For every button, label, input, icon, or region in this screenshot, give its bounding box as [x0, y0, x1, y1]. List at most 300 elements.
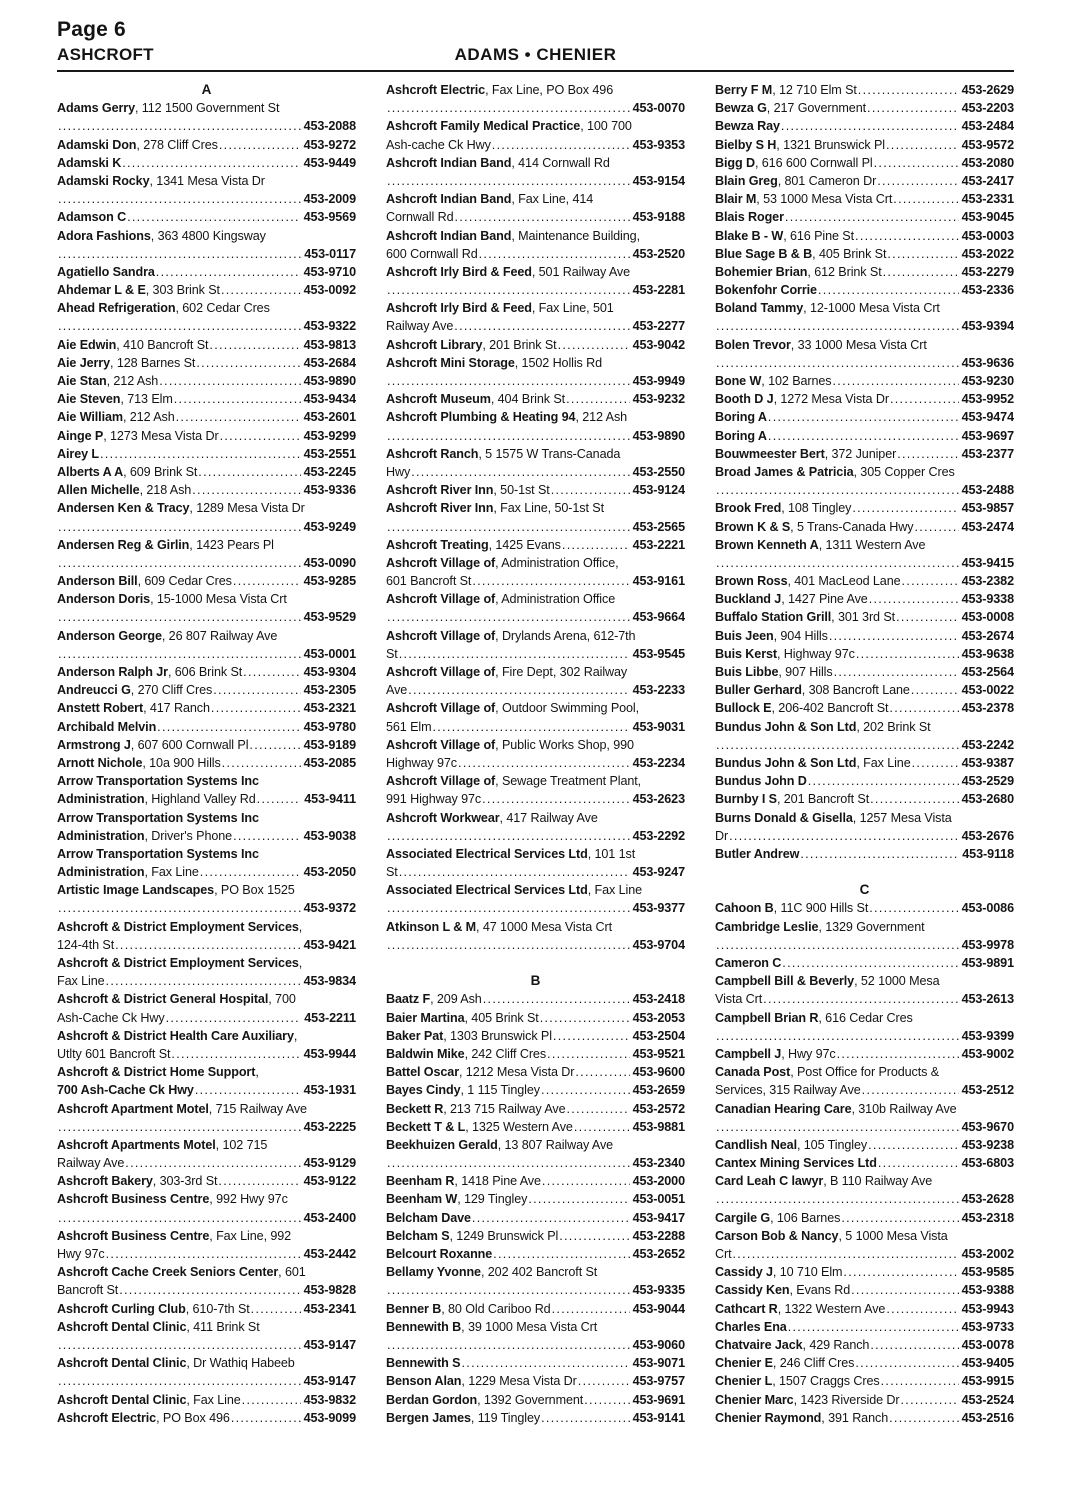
entry-name: Associated Electrical Services Ltd — [386, 883, 588, 898]
dot-leader — [728, 827, 958, 845]
directory-entry-line — [715, 372, 1014, 390]
entry-address: , 212 Ash — [122, 410, 175, 425]
entry-name: Ashcroft Library — [386, 337, 483, 352]
dot-leader — [105, 972, 301, 990]
phone-number: 453-9230 — [961, 374, 1014, 388]
entry-name: Ashcroft Business Centre — [57, 1192, 210, 1207]
entry-address: , 303 Brink St — [145, 283, 220, 298]
entry-name: Bewza Ray — [715, 119, 780, 134]
entry-name: Chenier L — [715, 1374, 773, 1389]
entry-name: Brook Fred — [715, 501, 782, 516]
entry-name: Bergen James — [386, 1410, 471, 1425]
dot-leader — [386, 899, 630, 917]
phone-number: 453-2516 — [961, 1410, 1014, 1425]
entry-name: Bennewith B — [386, 1319, 462, 1334]
header-rule — [57, 70, 1014, 72]
directory-entry-line — [715, 645, 1014, 663]
phone-number: 453-9664 — [632, 610, 685, 625]
dot-leader — [850, 1281, 958, 1299]
phone-number: 453-9636 — [961, 355, 1014, 370]
dot-leader — [471, 572, 629, 590]
directory-entry-line — [57, 1409, 356, 1427]
entry-name: Blake B - W — [715, 228, 784, 243]
directory-entry-line — [57, 881, 356, 899]
entry-name: Aie William — [57, 410, 123, 425]
directory-entry-line — [386, 299, 685, 317]
entry-address: , 278 Cliff Cres — [136, 137, 218, 152]
directory-entry-line — [57, 608, 356, 626]
directory-entry-line — [715, 99, 1014, 117]
phone-number: 453-2400 — [303, 1210, 356, 1225]
entry-name: Ashcroft Irly Bird & Feed — [386, 264, 532, 279]
dot-leader — [784, 208, 959, 226]
entry-address: , 52 1000 Mesa — [854, 974, 940, 989]
directory-entry-line — [57, 190, 356, 208]
dot-leader — [386, 518, 630, 536]
phone-number: 453-2221 — [632, 537, 685, 552]
directory-entry-line — [386, 681, 685, 699]
entry-name: Ashcroft Family Medical Practice — [386, 119, 581, 134]
dot-leader — [787, 1318, 959, 1336]
entry-address: , 270 Cliff Cres — [130, 683, 213, 698]
dot-leader — [454, 208, 630, 226]
phone-number: 453-0078 — [961, 1337, 1014, 1352]
phone-number: 453-2245 — [303, 464, 356, 479]
directory-entry-line — [715, 299, 1014, 317]
entry-address: , 10 710 Elm — [772, 1265, 843, 1280]
directory-entry-line — [57, 208, 356, 226]
dot-leader — [869, 1336, 958, 1354]
entry-address: , 904 Hills — [773, 628, 828, 643]
entry-address: , 102 Barnes — [761, 374, 832, 388]
dot-leader — [868, 590, 959, 608]
directory-entry-line — [386, 1245, 685, 1263]
entry-name: Belcham S — [386, 1228, 450, 1243]
phone-number: 453-0051 — [632, 1192, 685, 1207]
entry-address: , 101 1st — [587, 846, 636, 861]
entry-address: , 53 1000 Mesa Vista Crt — [756, 192, 893, 207]
directory-entry-line — [715, 681, 1014, 699]
directory-entry-line — [715, 1081, 1014, 1099]
phone-number: 453-9832 — [303, 1392, 356, 1407]
dot-leader — [457, 754, 630, 772]
dot-leader — [561, 536, 630, 554]
directory-entry-line — [57, 463, 356, 481]
directory-entry-line — [715, 427, 1014, 445]
entry-address: , 1423 Riverside Dr — [793, 1392, 900, 1407]
directory-entry-line — [386, 117, 685, 135]
directory-entry-line — [715, 790, 1014, 808]
directory-entry-line — [57, 336, 356, 354]
directory-entry-line — [386, 881, 685, 899]
dot-leader — [57, 645, 301, 663]
directory-columns — [57, 81, 1014, 1427]
directory-entry-line — [386, 81, 685, 99]
entry-address: , 610-7th St — [185, 1301, 250, 1316]
directory-entry-line — [715, 827, 1014, 845]
directory-entry-line — [386, 227, 685, 245]
entry-address: , Fire Dept, 302 Railway — [495, 665, 628, 679]
phone-number: 453-2050 — [303, 865, 356, 880]
entry-name: Campbell Bill & Beverly — [715, 974, 855, 989]
directory-entry-line — [386, 1190, 685, 1208]
dot-leader — [715, 481, 959, 499]
directory-entry-line — [57, 518, 356, 536]
dot-leader — [232, 572, 301, 590]
phone-number: 453-9232 — [632, 392, 685, 407]
entry-address: , Sewage Treatment Plant, — [495, 774, 642, 789]
entry-address: , PO Box 1525 — [214, 883, 295, 898]
directory-entry-line — [57, 1136, 356, 1154]
directory-entry-line — [715, 172, 1014, 190]
directory-entry-line — [386, 1118, 685, 1136]
dot-leader — [885, 136, 959, 154]
entry-address: , 1303 Brunswick Pl — [443, 1028, 552, 1043]
entry-name: Bielby S H — [715, 137, 777, 152]
directory-entry-line — [715, 390, 1014, 408]
entry-name: Aie Stan — [57, 374, 107, 388]
phone-number: 453-9122 — [303, 1174, 356, 1189]
dot-leader — [230, 1409, 301, 1427]
entry-address: , 201 Bancroft St — [776, 792, 870, 807]
entry-name: Brown Ross — [715, 574, 788, 589]
directory-entry-line — [715, 354, 1014, 372]
dot-leader — [854, 227, 959, 245]
entry-address: , Highland Valley Rd — [144, 792, 256, 807]
directory-column-1 — [57, 81, 356, 1427]
dot-leader — [781, 954, 958, 972]
directory-entry-line — [386, 699, 685, 717]
phone-number: 453-2088 — [303, 119, 356, 134]
dot-leader — [482, 990, 630, 1008]
dot-leader — [241, 1391, 301, 1409]
phone-number: 453-0090 — [303, 555, 356, 570]
phone-number: 453-9299 — [303, 428, 356, 443]
entry-address: Ave — [386, 683, 408, 698]
entry-address: Hwy — [386, 464, 411, 479]
entry-name: Ashcroft Village of — [386, 774, 496, 789]
directory-entry-line — [57, 1281, 356, 1299]
phone-number: 453-2524 — [961, 1392, 1014, 1407]
entry-name: Bewza G — [715, 101, 767, 116]
directory-entry-line — [57, 663, 356, 681]
entry-address: Utlty 601 Bancroft St — [57, 1046, 171, 1061]
dot-leader — [715, 1118, 959, 1136]
dot-leader — [873, 154, 959, 172]
entry-name: Bennewith S — [386, 1356, 461, 1371]
entry-name: Ashcroft Museum — [386, 392, 491, 407]
entry-address: , 1229 Mesa Vista Dr — [461, 1374, 577, 1389]
phone-number: 453-2022 — [961, 246, 1014, 261]
entry-address: Cornwall Rd — [386, 210, 454, 225]
entry-name: Aie Jerry — [57, 355, 111, 370]
phone-number: 453-2572 — [632, 1101, 685, 1116]
dot-leader — [857, 81, 959, 99]
entry-name: Anderson Ralph Jr — [57, 665, 168, 679]
entry-name: Ashcroft & District Home Support — [57, 1065, 256, 1080]
dot-leader — [217, 1172, 300, 1190]
entry-address: , 801 Cameron Dr — [777, 173, 877, 188]
phone-number: 453-2318 — [961, 1210, 1014, 1225]
directory-entry-line — [57, 117, 356, 135]
entry-address: Railway Ave — [386, 319, 454, 334]
directory-entry-line — [386, 263, 685, 281]
directory-entry-line — [386, 790, 685, 808]
phone-number: 453-2512 — [961, 1083, 1014, 1098]
entry-address: , 102 715 — [215, 1137, 268, 1152]
dot-leader — [248, 736, 300, 754]
phone-number: 453-2418 — [632, 992, 685, 1007]
directory-column-3 — [715, 81, 1014, 1427]
dot-leader — [889, 390, 959, 408]
phone-number: 453-2442 — [303, 1247, 356, 1261]
phone-number: 453-2281 — [632, 283, 685, 298]
entry-name: Arnott Nichole — [57, 755, 143, 770]
directory-entry-line — [715, 117, 1014, 135]
directory-entry-line — [57, 1354, 356, 1372]
phone-number: 453-9372 — [303, 901, 356, 916]
dot-leader — [832, 372, 959, 390]
column-spacer — [386, 954, 685, 972]
directory-entry-line — [715, 1409, 1014, 1427]
directory-entry-line — [57, 481, 356, 499]
entry-name: Buis Libbe — [715, 665, 779, 679]
phone-number: 453-2564 — [961, 665, 1014, 679]
directory-entry-line — [715, 990, 1014, 1008]
phone-number: 453-2652 — [632, 1247, 685, 1261]
entry-name: Ashcroft Plumbing & Heating 94 — [386, 410, 576, 425]
directory-entry-line — [386, 172, 685, 190]
directory-entry-line — [57, 863, 356, 881]
directory-entry-line — [57, 1045, 356, 1063]
entry-address: , 607 600 Cornwall Pl — [130, 737, 249, 752]
dot-leader — [57, 1209, 301, 1227]
entry-name: Ashcroft Bakery — [57, 1174, 153, 1189]
dot-leader — [57, 317, 301, 335]
entry-name: Bone W — [715, 374, 762, 388]
entry-address: , 47 1000 Mesa Vista Crt — [476, 919, 613, 934]
entry-address: , 108 Tingley — [781, 501, 852, 516]
directory-entry-line — [57, 1009, 356, 1027]
entry-address: , 1272 Mesa Vista Dr — [773, 392, 889, 407]
entry-name: Buckland J — [715, 592, 782, 607]
directory-entry-line — [386, 390, 685, 408]
phone-number: 453-9944 — [303, 1046, 356, 1061]
entry-name: Beckett T & L — [386, 1119, 466, 1134]
directory-entry-line — [386, 245, 685, 263]
phone-number: 453-9031 — [632, 719, 685, 734]
entry-name: Canadian Hearing Care — [715, 1101, 852, 1116]
dot-leader — [715, 317, 959, 335]
phone-number: 453-9813 — [303, 337, 356, 352]
phone-number: 453-2680 — [961, 792, 1014, 807]
directory-entry-line — [386, 1100, 685, 1118]
entry-address: , 1212 Mesa Vista Dr — [459, 1065, 575, 1080]
phone-number: 453-2233 — [632, 683, 685, 698]
phone-number: 453-2305 — [303, 683, 356, 698]
entry-address: , Hwy 97c — [781, 1046, 836, 1061]
directory-entry-line — [386, 427, 685, 445]
phone-number: 453-0003 — [961, 228, 1014, 243]
dot-leader — [250, 1300, 301, 1318]
phone-number: 453-9449 — [303, 155, 356, 170]
phone-number: 453-9129 — [303, 1156, 356, 1171]
entry-address: , 992 Hwy 97c — [209, 1192, 288, 1207]
dot-leader — [550, 481, 630, 499]
entry-name: Burns Donald & Gisella — [715, 810, 853, 825]
entry-name: Cassidy Ken — [715, 1283, 790, 1298]
dot-leader — [386, 172, 630, 190]
directory-entry-line — [386, 736, 685, 754]
entry-address: , 212 Ash — [575, 410, 628, 425]
directory-entry-line — [57, 299, 356, 317]
entry-name: Cameron C — [715, 956, 782, 970]
phone-number: 453-9890 — [303, 374, 356, 388]
entry-name: Blair M — [715, 192, 757, 207]
directory-entry-line — [715, 845, 1014, 863]
entry-name: Cassidy J — [715, 1265, 773, 1280]
dot-leader — [386, 99, 630, 117]
entry-name: Adamski Don — [57, 137, 137, 152]
directory-entry-line — [386, 754, 685, 772]
directory-entry-line — [57, 681, 356, 699]
entry-address: , 50-1st St — [493, 483, 550, 498]
dot-leader — [208, 336, 300, 354]
directory-entry-line — [386, 1409, 685, 1427]
directory-entry-line — [386, 354, 685, 372]
entry-name: Bellamy Yvonne — [386, 1265, 481, 1280]
phone-number: 453-9188 — [632, 210, 685, 225]
dot-leader — [386, 372, 630, 390]
phone-number: 453-9857 — [961, 501, 1014, 516]
entry-address: , Fax Line — [587, 883, 643, 898]
directory-entry-line — [386, 1281, 685, 1299]
entry-name: Bouwmeester Bert — [715, 446, 825, 461]
directory-entry-line — [386, 1081, 685, 1099]
dot-leader — [57, 1336, 301, 1354]
entry-address: , — [298, 956, 303, 970]
dot-leader — [767, 427, 959, 445]
phone-number: 453-9891 — [961, 956, 1014, 970]
phone-number: 453-2551 — [303, 446, 356, 461]
directory-entry-line — [715, 1172, 1014, 1190]
phone-number: 453-9394 — [961, 319, 1014, 334]
phone-number: 453-2336 — [961, 283, 1014, 298]
phone-number: 453-2601 — [303, 410, 356, 425]
phone-number: 453-0001 — [303, 646, 356, 661]
phone-number: 453-9434 — [303, 392, 356, 407]
directory-entry-line — [715, 1354, 1014, 1372]
directory-entry-line — [715, 536, 1014, 554]
phone-number: 453-0008 — [961, 610, 1014, 625]
directory-entry-line — [57, 627, 356, 645]
directory-entry-line — [57, 427, 356, 445]
dot-leader — [558, 1227, 629, 1245]
phone-number: 453-2234 — [632, 755, 685, 770]
entry-address: , 308 Bancroft Lane — [801, 683, 910, 698]
entry-address: , 5 Trans-Canada Hwy — [790, 519, 914, 534]
phone-number: 453-9002 — [961, 1046, 1014, 1061]
directory-entry-line — [57, 772, 356, 790]
entry-name: Bolen Trevor — [715, 337, 791, 352]
phone-number: 453-2684 — [303, 355, 356, 370]
phone-number: 453-9335 — [632, 1283, 685, 1298]
phone-number: 453-2629 — [961, 83, 1014, 97]
entry-address: , Post Office for Products & — [790, 1065, 940, 1080]
entry-address: , Dr Wathiq Habeeb — [186, 1356, 295, 1371]
directory-entry-line — [57, 990, 356, 1008]
dot-leader — [121, 154, 300, 172]
dot-leader — [880, 1372, 959, 1390]
directory-entry-line — [386, 1172, 685, 1190]
phone-number: 453-9141 — [632, 1410, 685, 1425]
dot-leader — [386, 1154, 630, 1172]
entry-address: , 202 402 Bancroft St — [480, 1265, 598, 1280]
directory-entry-line — [57, 99, 356, 117]
entry-name: Ahdemar L & E — [57, 283, 146, 298]
dot-leader — [546, 1045, 630, 1063]
directory-entry-line — [386, 1045, 685, 1063]
entry-name: Ashcroft Apartments Motel — [57, 1137, 216, 1152]
directory-entry-line — [386, 1136, 685, 1154]
directory-entry-line — [715, 1045, 1014, 1063]
entry-address: , Fax Line — [144, 865, 199, 880]
entry-name: Baldwin Mike — [386, 1046, 465, 1061]
phone-number: 453-2277 — [632, 319, 685, 334]
phone-number: 453-2053 — [632, 1010, 685, 1025]
entry-address: , 1425 Evans — [488, 537, 561, 552]
entry-address: , 700 — [268, 992, 296, 1007]
entry-address: Services, 315 Railway Ave — [715, 1083, 861, 1098]
directory-entry-line — [715, 1227, 1014, 1245]
directory-entry-line — [57, 245, 356, 263]
directory-entry-line — [715, 554, 1014, 572]
entry-name: Ashcroft Business Centre — [57, 1228, 210, 1243]
entry-name: Adora Fashions — [57, 228, 151, 243]
phone-number: 453-9572 — [961, 137, 1014, 152]
directory-entry-line — [715, 972, 1014, 990]
dot-leader — [99, 445, 301, 463]
phone-number: 453-9670 — [961, 1119, 1014, 1134]
directory-entry-line — [715, 572, 1014, 590]
phone-number: 453-9387 — [961, 755, 1014, 770]
name-range-title: ADAMS • CHENIER — [454, 45, 617, 64]
directory-entry-line — [386, 99, 685, 117]
entry-address: , 80 Old Cariboo Rd — [441, 1301, 551, 1316]
directory-entry-line — [386, 1027, 685, 1045]
directory-entry-line — [386, 590, 685, 608]
directory-entry-line — [386, 1391, 685, 1409]
dot-leader — [876, 172, 958, 190]
directory-entry-line — [715, 499, 1014, 517]
entry-address: , 246 Cliff Cres — [772, 1356, 855, 1371]
entry-name: Beenham R — [386, 1174, 455, 1189]
directory-entry-line — [715, 1118, 1014, 1136]
dot-leader — [220, 281, 301, 299]
entry-address: , 501 Railway Ave — [531, 264, 631, 279]
directory-entry-line — [386, 899, 685, 917]
directory-entry-line — [386, 445, 685, 463]
dot-leader — [868, 899, 958, 917]
phone-number: 453-6803 — [961, 1156, 1014, 1171]
entry-name: 700 Ash-Cache Ck Hwy — [57, 1083, 194, 1098]
entry-name: Ahead Refrigeration — [57, 301, 176, 316]
entry-name: Atkinson L & M — [386, 919, 477, 934]
entry-name: Chenier Raymond — [715, 1410, 822, 1425]
directory-entry-line — [57, 1245, 356, 1263]
directory-entry-line — [715, 954, 1014, 972]
phone-number: 453-9569 — [303, 210, 356, 225]
